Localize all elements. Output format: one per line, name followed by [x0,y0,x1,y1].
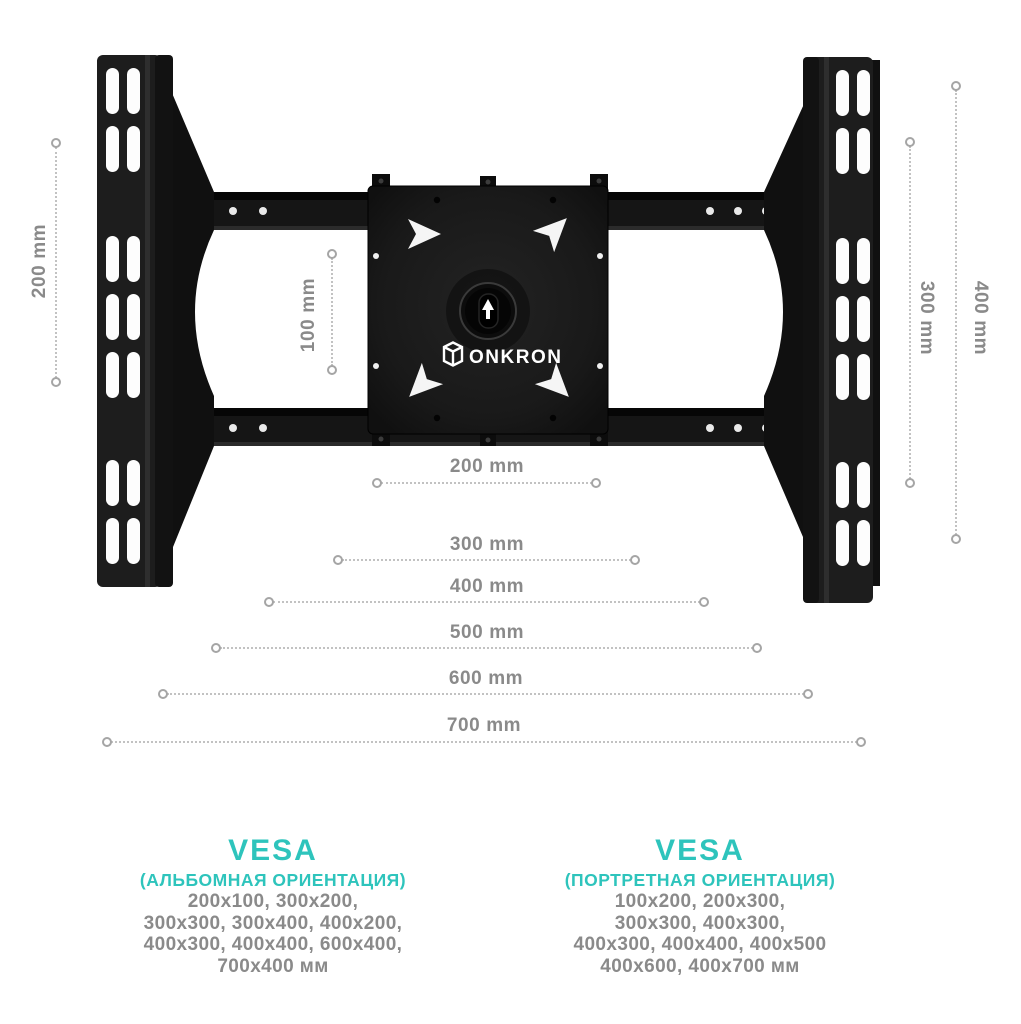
dimension-line [342,559,631,561]
dimension-line [167,693,804,695]
vesa-landscape-sizes-line: 300x300, 300x400, 400x200, [143,912,403,934]
onkron-logo-text: ONKRON [469,347,563,368]
vesa-portrait-title: VESA [655,834,745,867]
vesa-landscape-block [58,835,488,977]
dimension-line [273,601,700,603]
center-boss [446,269,530,353]
dimension-line [55,147,57,378]
left-bracket [97,55,214,587]
dimension-label: 300 mm [916,280,937,356]
dimension-line [909,146,911,479]
dimension-label: 400 mm [970,280,991,356]
dimension-label: 100 mm [298,277,319,353]
vesa-portrait-subtitle: (ПОРТРЕТНАЯ ОРИЕНТАЦИЯ) [564,870,836,890]
dimension-line [331,258,333,366]
vesa-landscape-title: VESA [228,834,318,867]
vesa-portrait-sizes-line: 400x300, 400x400, 400x500 [573,934,827,955]
vesa-portrait-sizes-line: 100x200, 200x300, [614,891,786,912]
dimension-label: 500 mm [449,622,525,643]
dimension-label: 700 mm [446,715,522,736]
vesa-portrait-sizes-line: 300x300, 400x300, [614,912,786,934]
vesa-portrait-block [485,835,915,977]
vesa-plate [368,174,608,446]
dimension-label: 300 mm [449,534,525,555]
dimension-label: 400 mm [449,576,525,597]
dimension-line [220,647,753,649]
vesa-landscape-subtitle: (АЛЬБОМНАЯ ОРИЕНТАЦИЯ) [139,870,407,890]
vesa-landscape-sizes-line: 400x300, 400x400, 600x400, [143,934,403,955]
dimension-label: 600 mm [448,668,524,689]
right-bracket [764,57,880,603]
dimension-line [111,741,857,743]
vesa-portrait-sizes-line: 400x600, 400x700 мм [600,955,800,977]
vesa-landscape-sizes-line: 200x100, 300x200, [187,891,359,912]
dimension-line [381,482,592,484]
dimension-label: 200 mm [449,456,525,477]
dimension-label: 200 mm [29,223,50,299]
vesa-landscape-sizes-line: 700x400 мм [217,955,329,977]
dimension-line [955,90,957,535]
